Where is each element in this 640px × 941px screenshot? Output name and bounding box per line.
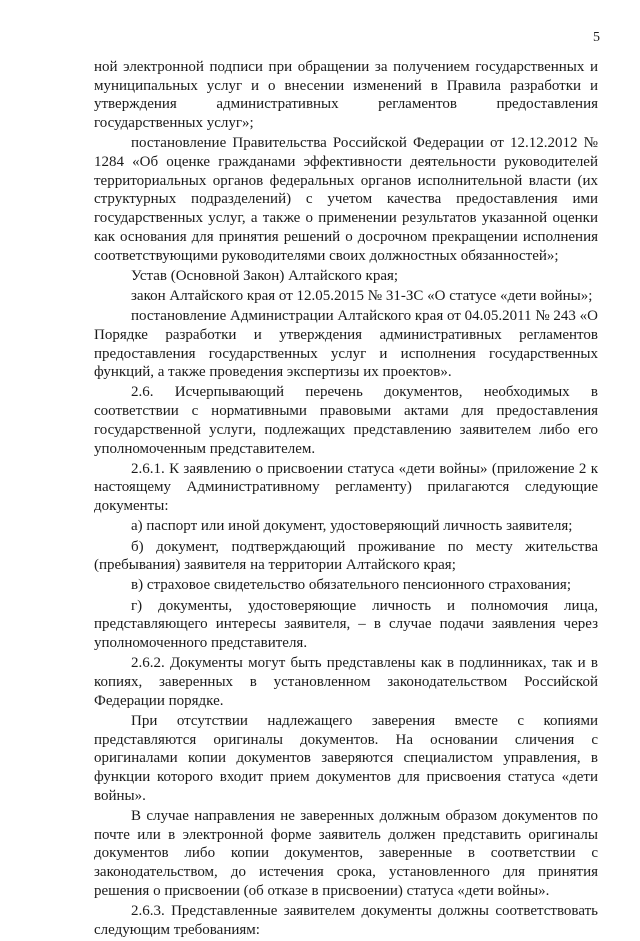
- paragraph-mail-submission: В случае направления не заверенных должным образом документов по почте или в электронной форме заявитель должен представить оригиналы документов либо копии документов, заверенные в соответствии с законодательством, до истечения срока, установленного для принятия решения о присвоении (об отказе в присвоении) статуса «дети войны».: [94, 807, 598, 899]
- list-item-v: в) страховое свидетельство обязательного пенсионного страхования;: [131, 577, 571, 594]
- paragraph-certification: При отсутствии надлежащего заверения вместе с копиями представляются оригиналы документов. На основании сличения с оригиналами копии документов заверяются специалистом управления, в функции которого входит прием документов для присвоения статуса «дети войны».: [94, 712, 598, 804]
- page-number: 5: [593, 30, 600, 45]
- paragraph-continuation: ной электронной подписи при обращении за получением государственных и муниципальных услуг и о внесении изменений в Правила разработки и утверждения административных регламентов предоставления государственных услуг»;: [94, 59, 598, 132]
- list-item-b: б) документ, подтверждающий проживание по месту жительства (пребывания) заявителя на территории Алтайского края;: [94, 538, 598, 574]
- paragraph-decree-243: постановление Администрации Алтайского края от 04.05.2011 № 243 «О Порядке разработки и утверждения административных регламентов предоставления государственных услуг и исполнения государственных функций, а также проведения экспертизы их проектов».: [94, 308, 598, 381]
- paragraph-2-6-2: 2.6.2. Документы могут быть представлены как в подлинниках, так и в копиях, заверенных в установленном законодательством Российской Федерации порядке.: [94, 655, 598, 709]
- paragraph-law-31zs: закон Алтайского края от 12.05.2015 № 31-ЗС «О статусе «дети войны»;: [131, 287, 593, 304]
- paragraph-decree-1284: постановление Правительства Российской Федерации от 12.12.2012 № 1284 «Об оценке гражданами эффективности деятельности руководителей территориальных органов федеральных органов исполнительной власти (их структурных подразделений) с учетом качества предоставления ими государственных услуг, а также о применении результатов указанной оценки как основания для принятия решений о досрочном прекращении исполнения соответствующими руководителями своих должностных обязанностей»;: [94, 135, 598, 264]
- paragraph-2-6: 2.6. Исчерпывающий перечень документов, необходимых в соответствии с нормативными правовыми актами для предоставления государственной услуги, подлежащих представлению заявителем либо его уполномоченным представителем.: [94, 384, 598, 457]
- paragraph-charter: Устав (Основной Закон) Алтайского края;: [131, 267, 399, 284]
- list-item-g: г) документы, удостоверяющие личность и полномочия лица, представляющего интересы заявителя, – в случае подачи заявления через уполномоченного представителя.: [94, 597, 598, 652]
- paragraph-2-6-1: 2.6.1. К заявлению о присвоении статуса «дети войны» (приложение 2 к настоящему Административному регламенту) прилагаются следующие документы:: [94, 460, 598, 515]
- document-body: [94, 58, 598, 941]
- list-item-a: а) паспорт или иной документ, удостоверяющий личность заявителя;: [131, 518, 573, 535]
- paragraph-2-6-3: 2.6.3. Представленные заявителем документы должны соответствовать следующим требованиям:: [94, 902, 598, 938]
